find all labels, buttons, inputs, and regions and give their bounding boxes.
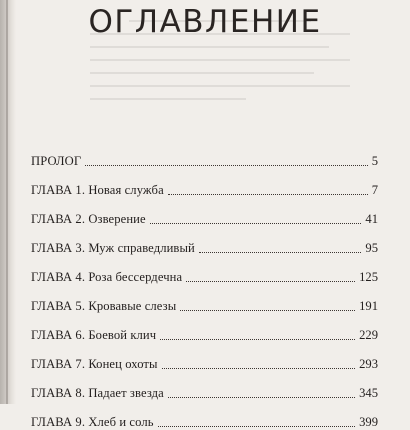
table-of-contents — [31, 140, 378, 430]
toc-entry-page: 293 — [359, 357, 378, 371]
dot-leader — [199, 252, 362, 253]
toc-entry-page: 41 — [365, 212, 378, 226]
toc-entry-page: 95 — [365, 241, 378, 255]
toc-entry-label: ГЛАВА 7. Конец охоты — [31, 357, 158, 371]
dot-leader — [160, 339, 355, 340]
toc-entry-prologue — [31, 140, 378, 169]
toc-entry-chapter-3 — [31, 227, 378, 256]
toc-entry-page: 125 — [359, 270, 378, 284]
dot-leader — [150, 223, 362, 224]
toc-entry-chapter-5 — [31, 285, 378, 314]
toc-entry-page: 191 — [359, 299, 378, 313]
toc-entry-label: ГЛАВА 6. Боевой клич — [31, 328, 157, 342]
dot-leader — [162, 368, 356, 369]
toc-entry-chapter-6 — [31, 314, 378, 343]
toc-entry-page: 345 — [359, 386, 378, 400]
toc-entry-chapter-1 — [31, 169, 378, 198]
toc-entry-chapter-8 — [31, 372, 378, 401]
binding-line — [6, 0, 8, 404]
toc-entry-label: ГЛАВА 9. Хлеб и соль — [31, 415, 154, 429]
toc-entry-label: ГЛАВА 2. Озверение — [31, 212, 146, 226]
dot-leader — [85, 165, 367, 166]
page-gutter — [0, 0, 16, 404]
toc-entry-page: 7 — [371, 183, 378, 197]
dot-leader — [186, 281, 355, 282]
toc-entry-label: ГЛАВА 3. Муж справедливый — [31, 241, 195, 255]
page-title: ОГЛАВЛЕНИЕ — [88, 4, 322, 40]
dot-leader — [168, 397, 355, 398]
dot-leader — [180, 310, 355, 311]
toc-entry-label: ГЛАВА 4. Роза бессердечна — [31, 270, 183, 284]
toc-entry-label: ПРОЛОГ — [31, 154, 82, 168]
dot-leader — [168, 194, 368, 195]
toc-entry-chapter-9 — [31, 401, 378, 430]
toc-entry-page: 5 — [371, 154, 378, 168]
toc-entry-chapter-2 — [31, 198, 378, 227]
toc-entry-label: ГЛАВА 5. Кровавые слезы — [31, 299, 177, 313]
dot-leader — [158, 426, 356, 427]
toc-entry-chapter-4 — [31, 256, 378, 285]
toc-entry-label: ГЛАВА 1. Новая служба — [31, 183, 164, 197]
toc-entry-chapter-7 — [31, 343, 378, 372]
toc-entry-page: 399 — [359, 415, 378, 429]
toc-entry-label: ГЛАВА 8. Падает звезда — [31, 386, 164, 400]
toc-entry-page: 229 — [359, 328, 378, 342]
